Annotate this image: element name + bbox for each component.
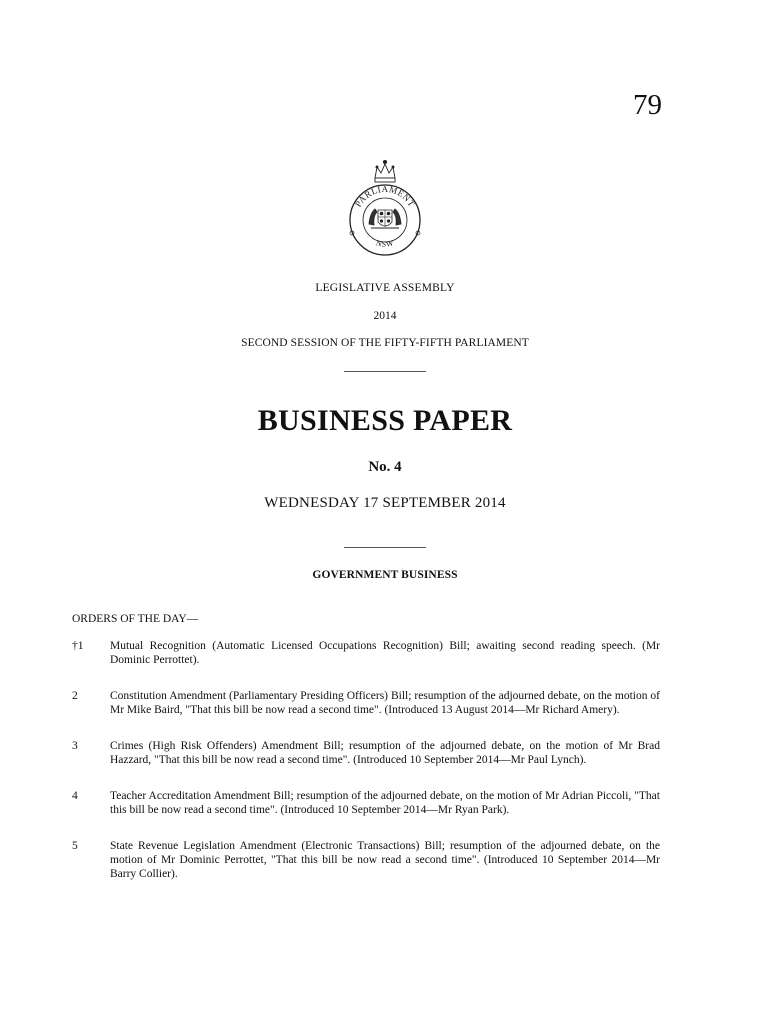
item-text: Mutual Recognition (Automatic Licensed Occupations Recognition) Bill; awaiting second reading speech. (Mr Dominic Perrottet). (110, 640, 660, 666)
svg-text:NSW: NSW (374, 238, 395, 249)
item-number: 2 (72, 690, 78, 702)
item-number: †1 (72, 640, 84, 652)
item-number: 3 (72, 740, 78, 752)
document-title: BUSINESS PAPER (257, 404, 513, 437)
parliament-nsw-crest-icon (340, 158, 430, 258)
assembly-name: LEGISLATIVE ASSEMBLY (315, 282, 455, 294)
session-name: SECOND SESSION OF THE FIFTY-FIFTH PARLIAMENT (241, 337, 529, 349)
item-text: Crimes (High Risk Offenders) Amendment Bill; resumption of the adjourned debate, on the motion of Mr Brad Hazzard, "That this bill be now read a second time". (Introduced 10 September 2014—Mr Paul Lynch). (110, 740, 660, 766)
divider-rule (344, 547, 426, 548)
item-text: Teacher Accreditation Amendment Bill; resumption of the adjourned debate, on the motion of Mr Adrian Piccoli, "That this bill be now read a second time". (Introduced 10 September 2014—Mr Ryan Park). (110, 790, 660, 816)
section-heading: GOVERNMENT BUSINESS (312, 569, 458, 581)
item-text: State Revenue Legislation Amendment (Electronic Transactions) Bill; resumption of the adjourned debate, on the motion of Mr Dominic Perrottet, "That this bill be now read a second time". (Introduced 10 September 2014—Mr Barry Collier). (110, 840, 660, 880)
crest-graphic (340, 158, 430, 258)
paper-number: No. 4 (368, 459, 402, 475)
divider-rule (344, 371, 426, 372)
svg-text:PARLIAMENT: PARLIAMENT (352, 183, 418, 209)
paper-date: WEDNESDAY 17 SEPTEMBER 2014 (264, 495, 506, 511)
item-number: 4 (72, 790, 78, 802)
list-item (72, 739, 660, 767)
crown-icon (375, 160, 395, 182)
list-item (72, 839, 660, 881)
orders-list (72, 639, 660, 903)
list-item (72, 639, 660, 667)
orders-heading: ORDERS OF THE DAY— (72, 613, 199, 625)
item-text: Constitution Amendment (Parliamentary Presiding Officers) Bill; resumption of the adjourned debate, on the motion of Mr Mike Baird, "That this bill be now read a second time". (Introduced 13 August 2014—Mr Richard Amery). (110, 690, 660, 716)
page-number: 79 (633, 89, 662, 121)
list-item (72, 789, 660, 817)
session-year: 2014 (373, 310, 397, 322)
item-number: 5 (72, 840, 78, 852)
list-item (72, 689, 660, 717)
